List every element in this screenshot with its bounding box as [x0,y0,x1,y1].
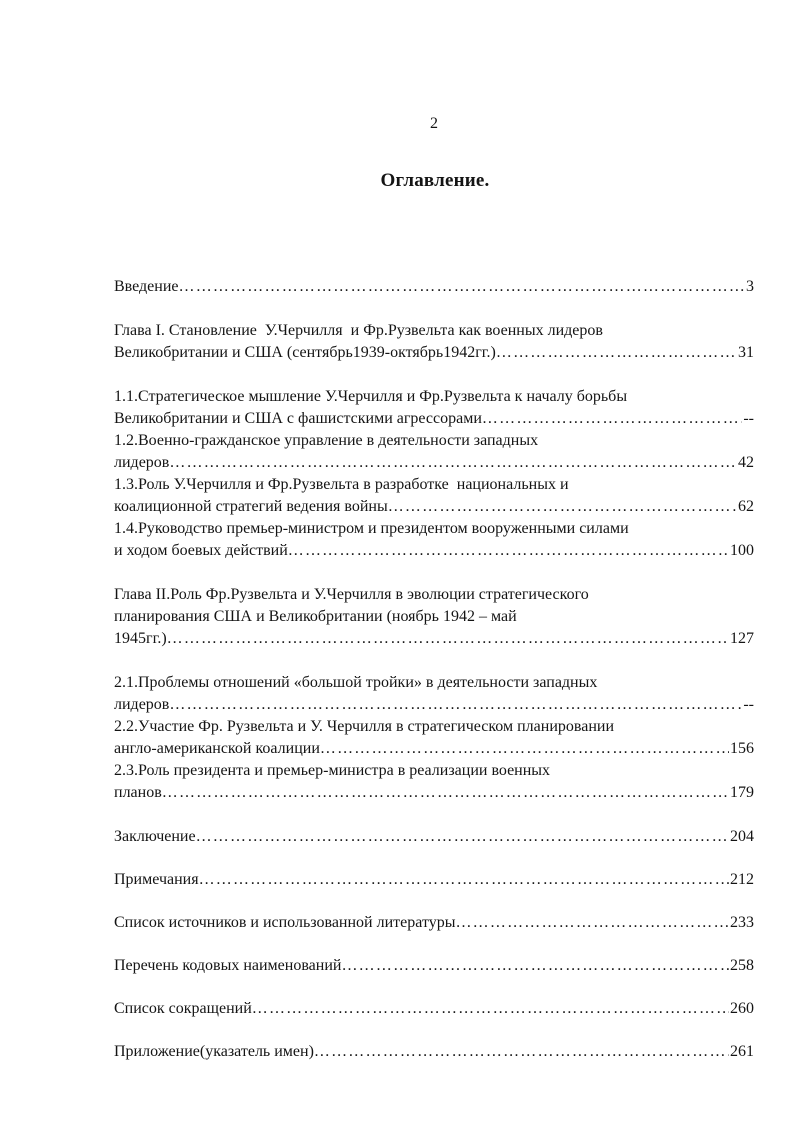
toc-entry-page: 258 [730,957,754,974]
toc-entry-label-cont: коалиционной стратегий ведения войны [114,498,388,515]
toc-entry-label: 1.1.Стратегическое мышление У.Черчилля и Фр.Рузвельта к началу борьбы [114,388,628,405]
leader-dots [199,869,729,891]
toc-entry-label: Заключение [114,828,196,845]
toc-entry-section-2-1[interactable] [114,672,754,716]
toc-entry-label: 2.3.Роль президента и премьер-министра в реализации военных [114,762,551,779]
toc-entry-label: Список источников и использованной литературы [114,914,456,931]
toc-entry-label-cont: планов [114,784,162,801]
leader-dots [496,342,737,364]
leader-dots [314,1041,729,1063]
toc-entry-page: 260 [730,1000,754,1017]
toc-entry-label: 2.1.Проблемы отношений «большой тройки» в деятельности западных [114,674,598,691]
leader-dots [455,912,729,934]
leader-dots [196,826,729,848]
toc-entry-page: 3 [746,278,754,295]
leader-dots [162,782,729,804]
toc-entry-page: 179 [730,784,754,801]
toc-entry-label-cont: и ходом боевых действий [114,542,288,559]
leader-dots [169,694,742,716]
toc-entry-section-1-1[interactable] [114,386,754,430]
toc-entry-page: 212 [730,871,754,888]
toc-entry-page: 204 [730,828,754,845]
toc-entry-page: 31 [738,344,754,361]
leader-dots [179,276,746,298]
toc-entry-page: 42 [738,454,754,471]
toc-entry-chapter-1[interactable] [114,320,754,364]
toc-entry-label: Примечания [114,871,199,888]
toc-entry-label-cont: лидеров [114,696,170,713]
toc-entry-page: -- [743,696,754,713]
toc-entry-label: 1.3.Роль У.Черчилля и Фр.Рузвельта в разработке национальных и [114,476,569,493]
toc-entry-page: 233 [730,914,754,931]
toc-entry-label: 1.4.Руководство премьер-министром и президентом вооруженными силами [114,520,629,537]
toc-entry-label: Глава II.Роль Фр.Рузвельта и У.Черчилля в эволюции стратегического [114,586,589,603]
leader-dots [169,452,737,474]
toc-entry-page: 62 [738,498,754,515]
toc-entry-codenames[interactable] [114,955,754,977]
toc-entry-label: Перечень кодовых наименований [114,957,342,974]
leader-dots [388,496,737,518]
toc-entry-page: -- [743,410,754,427]
leader-dots [341,955,729,977]
toc-entry-label: Введение [114,278,179,295]
toc-entry-chapter-2[interactable] [114,584,754,650]
toc-entry-label-cont: планирования США и Великобритании (ноябрь 1942 – май [114,608,517,625]
toc-entry-label: 1.2.Военно-гражданское управление в деятельности западных [114,432,539,449]
leader-dots [167,628,729,650]
toc-entry-label-cont: Великобритании и США с фашистскими агрессорами [114,410,482,427]
toc-entry-page: 156 [730,740,754,757]
leader-dots [320,738,729,760]
toc-entry-sources[interactable] [114,912,754,934]
toc-entry-section-1-4[interactable] [114,518,754,562]
leader-dots [482,408,742,430]
toc-title: Оглавление. [380,170,490,191]
toc-entry-label: Список сокращений [114,1000,252,1017]
toc-entry-intro[interactable] [114,276,754,298]
toc-entry-label-cont: англо-американской коалиции [114,740,320,757]
toc-entry-section-2-2[interactable] [114,716,754,760]
leader-dots [252,998,729,1020]
toc-entry-section-2-3[interactable] [114,760,754,804]
toc-entry-conclusion[interactable] [114,826,754,848]
toc-entry-notes[interactable] [114,869,754,891]
toc-entry-appendix[interactable] [114,1041,754,1063]
toc-entry-abbreviations[interactable] [114,998,754,1020]
toc-entry-label-cont: Великобритании и США (сентябрь1939-октябрь1942гг.) [114,344,496,361]
toc-entry-label-cont: лидеров [114,454,170,471]
table-of-contents [114,276,754,1063]
toc-entry-label: 2.2.Участие Фр. Рузвельта и У. Черчилля в стратегическом планировании [114,718,615,735]
toc-entry-section-1-3[interactable] [114,474,754,518]
toc-entry-page: 100 [730,542,754,559]
page-number: 2 [430,115,438,132]
toc-entry-page: 127 [730,630,754,647]
toc-entry-label-cont: 1945гг.) [114,630,167,647]
toc-entry-label: Глава I. Становление У.Черчилля и Фр.Рузвельта как военных лидеров [114,322,603,339]
toc-entry-page: 261 [730,1043,754,1060]
toc-entry-section-1-2[interactable] [114,430,754,474]
toc-entry-label: Приложение(указатель имен) [114,1043,314,1060]
leader-dots [288,540,729,562]
